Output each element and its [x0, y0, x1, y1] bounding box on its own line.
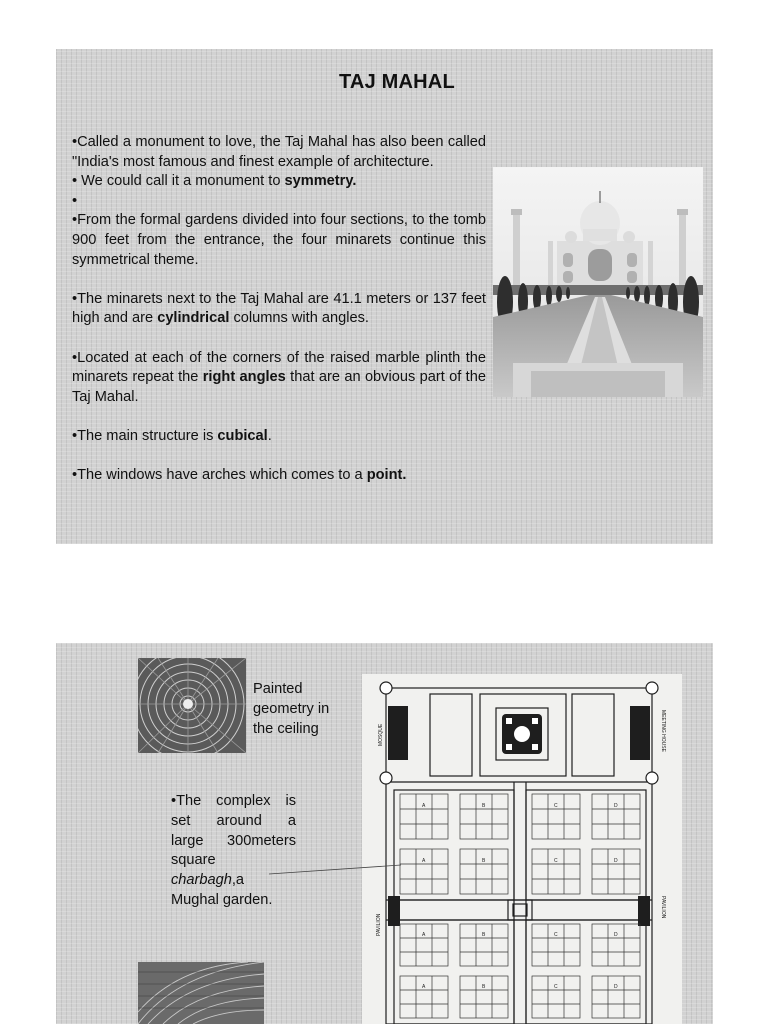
keyword-symmetry: symmetry.	[284, 173, 357, 190]
plan-plot	[400, 924, 448, 966]
plan-quadrant-label: C	[554, 932, 558, 938]
description-line: square	[171, 852, 216, 869]
plan-plot	[532, 849, 580, 894]
text-minarets-tail: columns with angles.	[229, 310, 369, 327]
slide-title: TAJ MAHAL	[339, 71, 455, 93]
caption-line: the ceiling	[253, 721, 319, 737]
slide-geometry	[56, 643, 713, 1024]
plan-quadrant-label: A	[422, 803, 426, 809]
plan-quadrant-label: B	[482, 932, 486, 938]
caption-line: Painted	[253, 681, 303, 697]
plan-plot	[592, 794, 640, 839]
plan-plot	[460, 924, 508, 966]
charbagh-site-plan	[362, 674, 682, 1024]
charbagh-description	[171, 792, 296, 911]
painted-ceiling-photo	[138, 658, 246, 753]
plan-quadrant-label: A	[422, 858, 426, 864]
plan-quadrant-label: B	[482, 858, 486, 864]
paragraph-cubical	[72, 427, 486, 447]
plan-quadrant-label: D	[614, 932, 618, 938]
description-line	[171, 871, 296, 891]
plan-quadrant-label: D	[614, 803, 618, 809]
slide-body-text	[72, 133, 486, 486]
text-structure-lead: •The main structure is	[72, 427, 218, 444]
plan-label-pavilion-right: PAVILION	[660, 896, 666, 919]
plan-plot	[460, 849, 508, 894]
plan-plot	[592, 976, 640, 1018]
plan-plot	[532, 976, 580, 1018]
plan-quadrant-label: C	[554, 858, 558, 864]
text-corners-tail: that are an obvious part of the Taj Mahal.	[72, 369, 486, 405]
spacer	[72, 447, 486, 467]
text-corners-lead: •Located at each of the corners of the raised marble plinth the minarets repeat the	[72, 349, 486, 386]
text-arches-lead: •The windows have arches which comes to a	[72, 467, 367, 484]
description-line: set around a	[171, 812, 296, 829]
plan-plot	[400, 794, 448, 839]
empty-bullet: •	[72, 192, 78, 209]
paragraph-gardens: •From the formal gardens divided into four sections, to the tomb 900 feet from the entrance, the four minarets continue this symmetrical theme.	[72, 212, 486, 268]
description-line: large 300meters	[171, 832, 296, 849]
paragraph-arches	[72, 466, 486, 486]
slide-taj-mahal	[56, 49, 713, 544]
paragraph-monument-to-love: •Called a monument to love, the Taj Mahal has also been called "India's most famous and finest example of architecture.	[72, 134, 486, 170]
plan-label-pavilion-left: PAVILION	[376, 913, 382, 936]
plan-quadrant-label: A	[422, 932, 426, 938]
taj-mahal-photo	[493, 167, 703, 397]
lattice-screen-photo	[138, 962, 264, 1024]
spacer	[72, 407, 486, 427]
plan-plot	[532, 794, 580, 839]
plan-quadrant-label: C	[554, 984, 558, 990]
plan-plot	[592, 849, 640, 894]
text-symmetry-lead: • We could call it a monument to	[72, 173, 285, 190]
plan-plot	[592, 924, 640, 966]
plan-quadrant-label: D	[614, 858, 618, 864]
paragraph-symmetry	[72, 172, 486, 192]
spacer	[72, 270, 486, 290]
plan-quadrant-label: C	[554, 803, 558, 809]
text-minarets-lead: •The minarets next to the Taj Mahal are 41.1 meters or 137 feet high and are	[72, 290, 486, 327]
keyword-right-angles: right angles	[202, 369, 286, 386]
plan-quadrant-label: D	[614, 984, 618, 990]
paragraph-minarets-height	[72, 290, 486, 329]
term-charbagh: charbagh	[171, 872, 232, 889]
plan-label-mosque: MOSQUE	[378, 723, 384, 746]
plan-label-meeting-house: MEETING HOUSE	[660, 710, 666, 752]
description-comma: ,a	[231, 872, 245, 889]
keyword-cylindrical: cylindrical	[157, 310, 230, 327]
text-structure-tail: .	[267, 427, 272, 444]
description-line: Mughal garden.	[171, 891, 273, 908]
plan-plot	[400, 849, 448, 894]
caption-line: geometry in	[253, 701, 330, 717]
plan-quadrant-label: B	[482, 984, 486, 990]
plan-plot	[460, 976, 508, 1018]
plan-quadrant-label: B	[482, 803, 486, 809]
keyword-cubical: cubical	[217, 427, 268, 444]
description-line: •The complex is	[171, 793, 296, 809]
spacer	[72, 329, 486, 349]
ceiling-caption	[253, 679, 353, 739]
plan-plot	[460, 794, 508, 839]
plan-quadrant-label: A	[422, 984, 426, 990]
plan-plot	[532, 924, 580, 966]
paragraph-right-angles	[72, 349, 486, 408]
plan-plot	[400, 976, 448, 1018]
keyword-point: point.	[366, 467, 407, 484]
